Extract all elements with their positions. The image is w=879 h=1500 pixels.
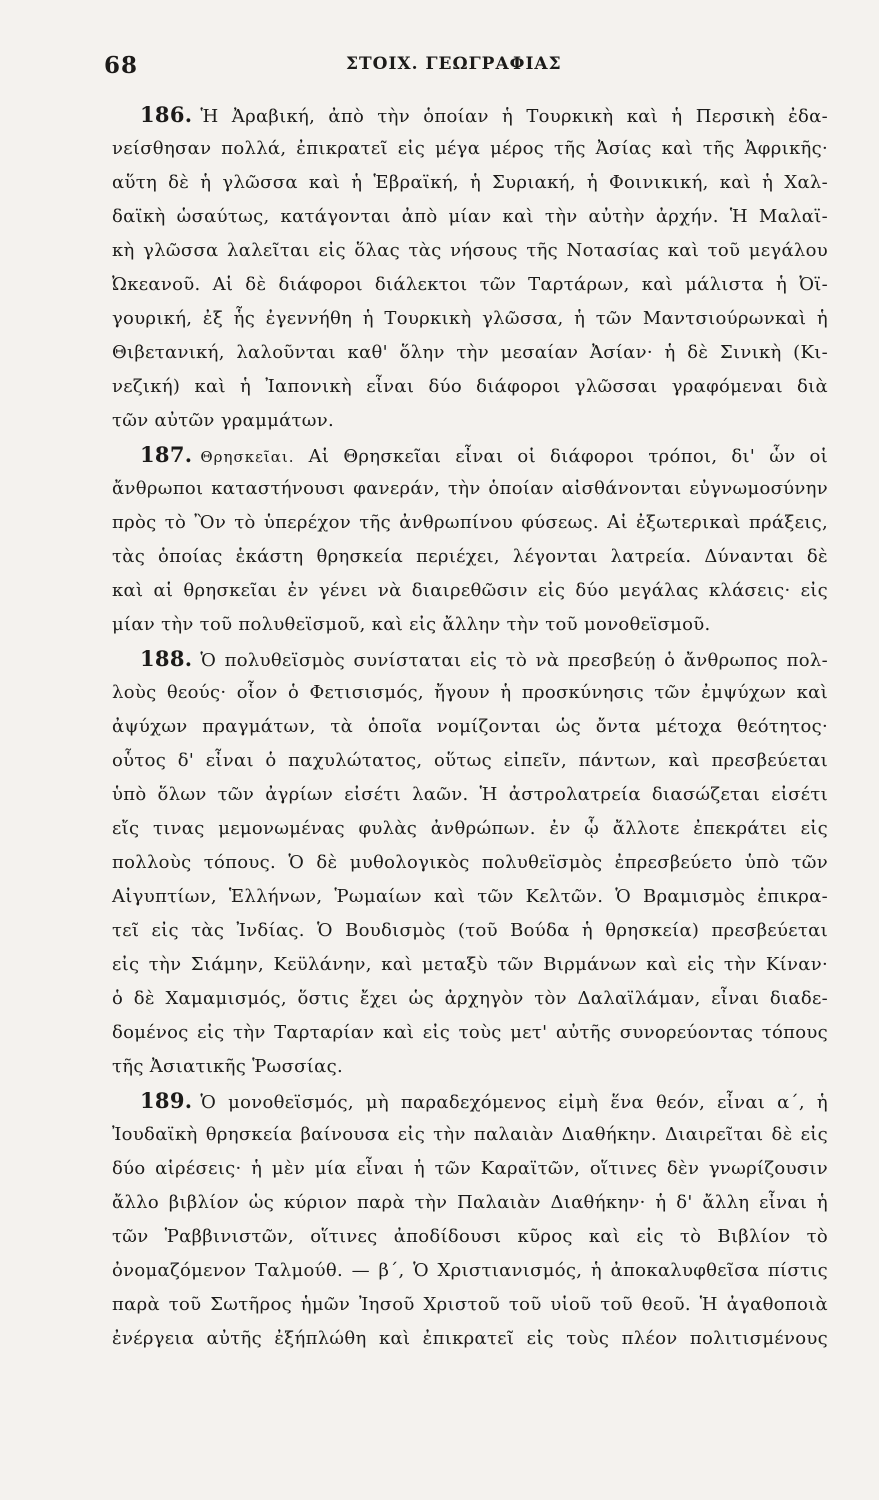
- text-line: 187. Θρησκεῖαι. Αἱ Θρησκεῖαι εἶναι οἱ διάφοροι τρόποι, δι' ὧν οἱ: [140, 442, 828, 467]
- text-line: ὀνομαζόμενον Ταλμούθ. — β΄, Ὁ Χριστιανισμός, ἡ ἀποκαλυφθεῖσα πίστις: [112, 1260, 828, 1281]
- text-line: 189. Ὁ μονοθεϊσμός, μὴ παραδεχόμενος εἰμὴ ἕνα θεόν, εἶναι α΄, ἡ: [140, 1088, 828, 1113]
- text-line: Ὠκεανοῦ. Αἱ δὲ διάφοροι διάλεκτοι τῶν Ταρτάρων, καὶ μάλιστα ἡ Ὀϊ-: [112, 274, 828, 295]
- text-line: παρὰ τοῦ Σωτῆρος ἡμῶν Ἰησοῦ Χριστοῦ τοῦ υἱοῦ τοῦ θεοῦ. Ἡ ἀγαθοποιὰ: [112, 1294, 828, 1315]
- text-line: μίαν τὴν τοῦ πολυθεϊσμοῦ, καὶ εἰς ἄλλην τὴν τοῦ μονοθεϊσμοῦ.: [112, 614, 711, 635]
- text-line: ἀψύχων πραγμάτων, τὰ ὁποῖα νομίζονται ὡς ὄντα μέτοχα θεότητος·: [112, 716, 828, 737]
- section-heading: Θρησκεῖαι.: [200, 448, 295, 466]
- text-line: Θιβετανική, λαλοῦνται καθ' ὅλην τὴν μεσαίαν Ἀσίαν· ἡ δὲ Σινικὴ (Κι-: [112, 342, 828, 363]
- text-line: νείσθησαν πολλά, ἐπικρατεῖ εἰς μέγα μέρος τῆς Ἀσίας καὶ τῆς Ἀφρικῆς·: [112, 138, 828, 159]
- section-number: 186.: [140, 102, 193, 127]
- text-line: 188. Ὁ πολυθεϊσμὸς συνίσταται εἰς τὸ νὰ πρεσβεύῃ ὁ ἄνθρωπος πολ-: [140, 646, 828, 671]
- text-line: γουρική, ἐξ ἧς ἐγεννήθη ἡ Τουρκικὴ γλῶσσα, ἡ τῶν Μαντσιούρωνκαὶ ἡ: [112, 308, 828, 329]
- text-line: ἄνθρωποι καταστήνουσι φανεράν, τὴν ὁποίαν αἰσθάνονται εὐγνωμοσύνην: [112, 478, 828, 499]
- text-line: εἰς τὴν Σιάμην, Κεϋλάνην, καὶ μεταξὺ τῶν Βιρμάνων καὶ εἰς τὴν Κίναν·: [112, 954, 828, 975]
- text-line: νεζική) καὶ ἡ Ἰαπονικὴ εἶναι δύο διάφοροι γλῶσσαι γραφόμεναι διὰ: [112, 376, 828, 397]
- text-line: δαϊκὴ ὡσαύτως, κατάγονται ἀπὸ μίαν καὶ τὴν αὐτὴν ἀρχήν. Ἡ Μαλαϊ-: [112, 206, 828, 227]
- section-number: 188.: [140, 646, 193, 671]
- text-line: τῆς Ἀσιατικῆς Ῥωσσίας.: [112, 1056, 343, 1077]
- page-header: [104, 52, 783, 82]
- text-line: τῶν αὐτῶν γραμμάτων.: [112, 410, 335, 431]
- text-line: πολλοὺς τόπους. Ὁ δὲ μυθολογικὸς πολυθεϊσμὸς ἐπρεσβεύετο ὑπὸ τῶν: [112, 852, 828, 873]
- body-text: [112, 98, 828, 1356]
- page-number: 68: [104, 52, 139, 79]
- text-line: 186. Ἡ Ἀραβική, ἀπὸ τὴν ὁποίαν ἡ Τουρκικὴ καὶ ἡ Περσικὴ ἐδα-: [140, 102, 828, 127]
- text-line: ἄλλο βιβλίον ὡς κύριον παρὰ τὴν Παλαιὰν Διαθήκην· ἡ δ' ἄλλη εἶναι ἡ: [112, 1192, 828, 1213]
- text-line: τῶν Ῥαββινιστῶν, οἵτινες ἀποδίδουσι κῦρος καὶ εἰς τὸ Βιβλίον τὸ: [112, 1226, 828, 1247]
- text-line: Αἰγυπτίων, Ἑλλήνων, Ῥωμαίων καὶ τῶν Κελτῶν. Ὁ Βραμισμὸς ἐπικρα-: [112, 886, 828, 907]
- text-line: ὑπὸ ὅλων τῶν ἀγρίων εἰσέτι λαῶν. Ἡ ἀστρολατρεία διασώζεται εἰσέτι: [112, 784, 828, 805]
- text-line: καὶ αἱ θρησκεῖαι ἐν γένει νὰ διαιρεθῶσιν εἰς δύο μεγάλας κλάσεις· εἰς: [112, 580, 828, 601]
- text-line: κὴ γλῶσσα λαλεῖται εἰς ὅλας τὰς νήσους τῆς Νοτασίας καὶ τοῦ μεγάλου: [112, 240, 828, 261]
- text-line: Ἰουδαϊκὴ θρησκεία βαίνουσα εἰς τὴν παλαιὰν Διαθήκην. Διαιρεῖται δὲ εἰς: [112, 1124, 828, 1145]
- text-line: ὁ δὲ Χαμαμισμός, ὅστις ἔχει ὡς ἀρχηγὸν τὸν Δαλαϊλάμαν, εἶναι διαδε-: [112, 988, 828, 1009]
- text-line: δύο αἱρέσεις· ἡ μὲν μία εἶναι ἡ τῶν Καραϊτῶν, οἵτινες δὲν γνωρίζουσιν: [112, 1158, 828, 1179]
- text-line: ἐνέργεια αὐτῆς ἐξήπλώθη καὶ ἐπικρατεῖ εἰς τοὺς πλέον πολιτισμένους: [112, 1328, 828, 1349]
- text-line: πρὸς τὸ Ὂν τὸ ὑπερέχον τῆς ἀνθρωπίνου φύσεως. Αἱ ἐξωτερικαὶ πράξεις,: [112, 512, 828, 533]
- text-line: αὕτη δὲ ἡ γλῶσσα καὶ ἡ Ἑβραϊκή, ἡ Συριακή, ἡ Φοινικική, καὶ ἡ Χαλ-: [112, 172, 828, 193]
- text-line: οὗτος δ' εἶναι ὁ παχυλώτατος, οὕτως εἰπεῖν, πάντων, καὶ πρεσβεύεται: [112, 750, 828, 771]
- section-number: 187.: [140, 442, 193, 467]
- text-line: τεῖ εἰς τὰς Ἰνδίας. Ὁ Βουδισμὸς (τοῦ Βούδα ἡ θρησκεία) πρεσβεύεται: [112, 920, 828, 941]
- section-number: 189.: [140, 1088, 193, 1113]
- text-line: τὰς ὁποίας ἑκάστη θρησκεία περιέχει, λέγονται λατρεία. Δύνανται δὲ: [112, 546, 828, 567]
- text-line: δομένος εἰς τὴν Ταρταρίαν καὶ εἰς τοὺς μετ' αὐτῆς συνορεύοντας τόπους: [112, 1022, 828, 1043]
- running-head: ΣΤΟΙΧ. ΓΕΩΓΡΑΦΙΑΣ: [346, 54, 562, 74]
- text-line: λοὺς θεούς· οἷον ὁ Φετισισμός, ἤγουν ἡ προσκύνησις τῶν ἐμψύχων καὶ: [112, 682, 828, 703]
- text-line: εἴς τινας μεμονωμένας φυλὰς ἀνθρώπων. ἐν ᾧ ἄλλοτε ἐπεκράτει εἰς: [112, 818, 828, 839]
